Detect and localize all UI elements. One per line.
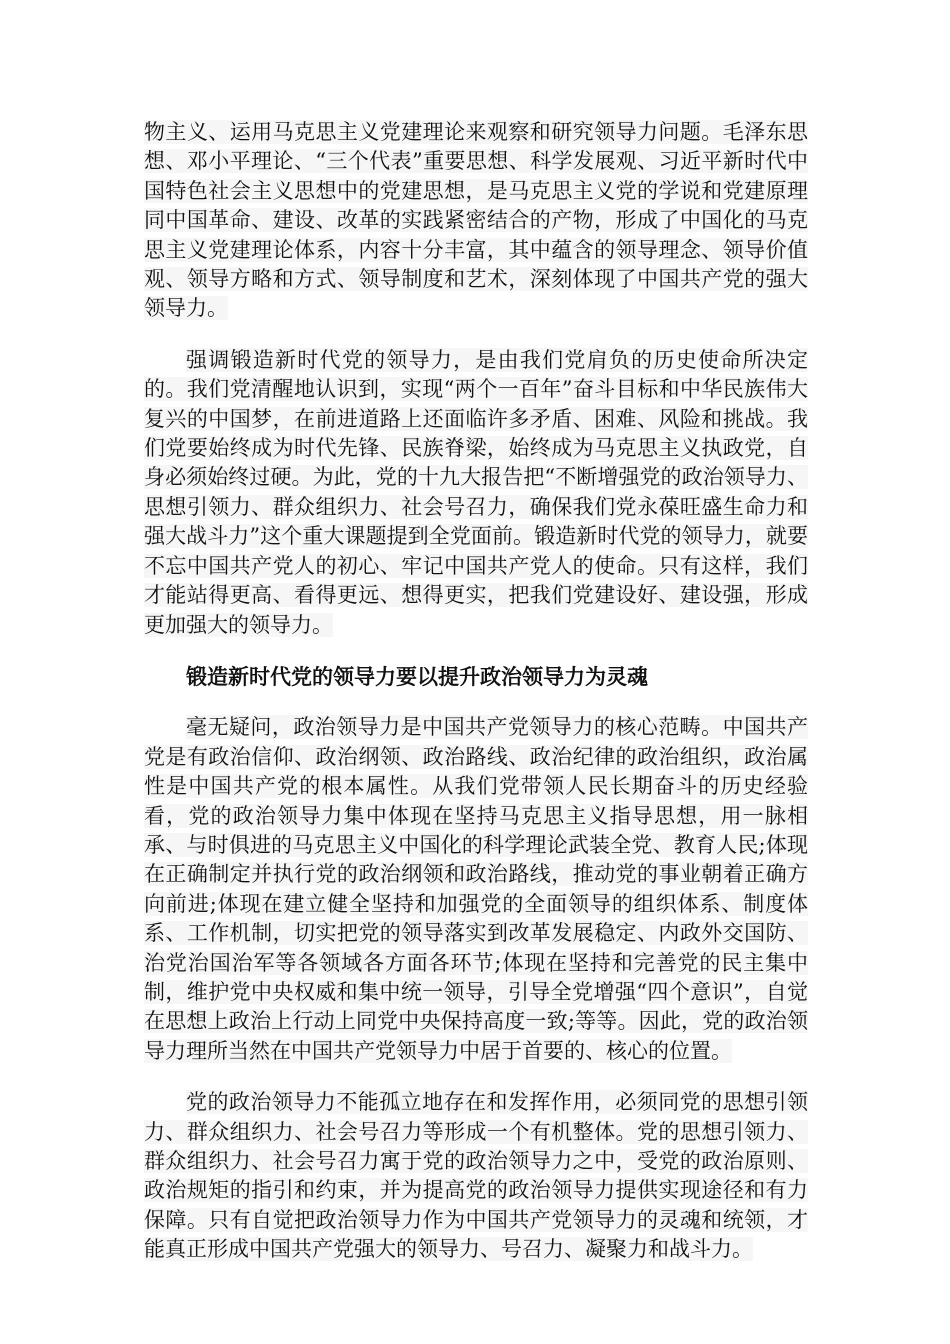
section-heading: 锻造新时代党的领导力要以提升政治领导力为灵魂 [186, 663, 648, 689]
paragraph-political-leadership [144, 713, 808, 1066]
paragraph-organic-whole [144, 1088, 808, 1264]
paragraph-text: 党的政治领导力不能孤立地存在和发挥作用，必须同党的思想引领力、群众组织力、社会号召力等形成一个有机整体。党的思想引领力、群众组织力、社会号召力寓于党的政治领导力之中，受党的政治原则、政治规矩的指引和约束，并为提高党的政治领导力提供实现途径和有力保障。只有自觉把政治领导力作为中国共产党领导力的灵魂和统领，才能真正形成中国共产党强大的领导力、号召力、凝聚力和战斗力。 [144, 1090, 808, 1262]
paragraph-continuation [144, 118, 808, 324]
document-page [144, 118, 808, 1265]
paragraph-historical-mission [144, 346, 808, 640]
paragraph-text: 强调锻造新时代党的领导力，是由我们党肩负的历史使命所决定的。我们党清醒地认识到，实现“两个一百年”奋斗目标和中华民族伟大复兴的中国梦，在前进道路上还面临许多矛盾、困难、风险和挑战。我们党要始终成为时代先锋、民族脊梁，始终成为马克思主义执政党，自身必须始终过硬。为此，党的十九大报告把“不断增强党的政治领导力、思想引领力、群众组织力、社会号召力，确保我们党永葆旺盛生命力和强大战斗力”这个重大课题提到全党面前。锻造新时代党的领导力，就要不忘中国共产党人的初心、牢记中国共产党人的使命。只有这样，我们才能站得更高、看得更远、想得更实，把我们党建设好、建设强，形成更加强大的领导力。 [144, 347, 808, 637]
paragraph-text: 毫无疑问，政治领导力是中国共产党领导力的核心范畴。中国共产党是有政治信仰、政治纲领、政治路线、政治纪律的政治组织，政治属性是中国共产党的根本属性。从我们党带领人民长期奋斗的历史经验看，党的政治领导力集中体现在坚持马克思主义指导思想，用一脉相承、与时俱进的马克思主义中国化的科学理论武装全党、教育人民;体现在正确制定并执行党的政治纲领和政治路线，推动党的事业朝着正确方向前进;体现在建立健全坚持和加强党的全面领导的组织体系、制度体系、工作机制，切实把党的领导落实到改革发展稳定、内政外交国防、治党治国治军等各领域各方面各环节;体现在坚持和完善党的民主集中制，维护党中央权威和集中统一领导，引导全党增强“四个意识”，自觉在思想上政治上行动上同党中央保持高度一致;等等。因此，党的政治领导力理所当然在中国共产党领导力中居于首要的、核心的位置。 [144, 715, 808, 1063]
paragraph-text: 物主义、运用马克思主义党建理论来观察和研究领导力问题。毛泽东思想、邓小平理论、“三个代表”重要思想、科学发展观、习近平新时代中国特色社会主义思想中的党建思想，是马克思主义党的学说和党建原理同中国革命、建设、改革的实践紧密结合的产物，形成了中国化的马克思主义党建理论体系，内容十分丰富，其中蕴含的领导理念、领导价值观、领导方略和方式、领导制度和艺术，深刻体现了中国共产党的强大领导力。 [144, 120, 808, 321]
